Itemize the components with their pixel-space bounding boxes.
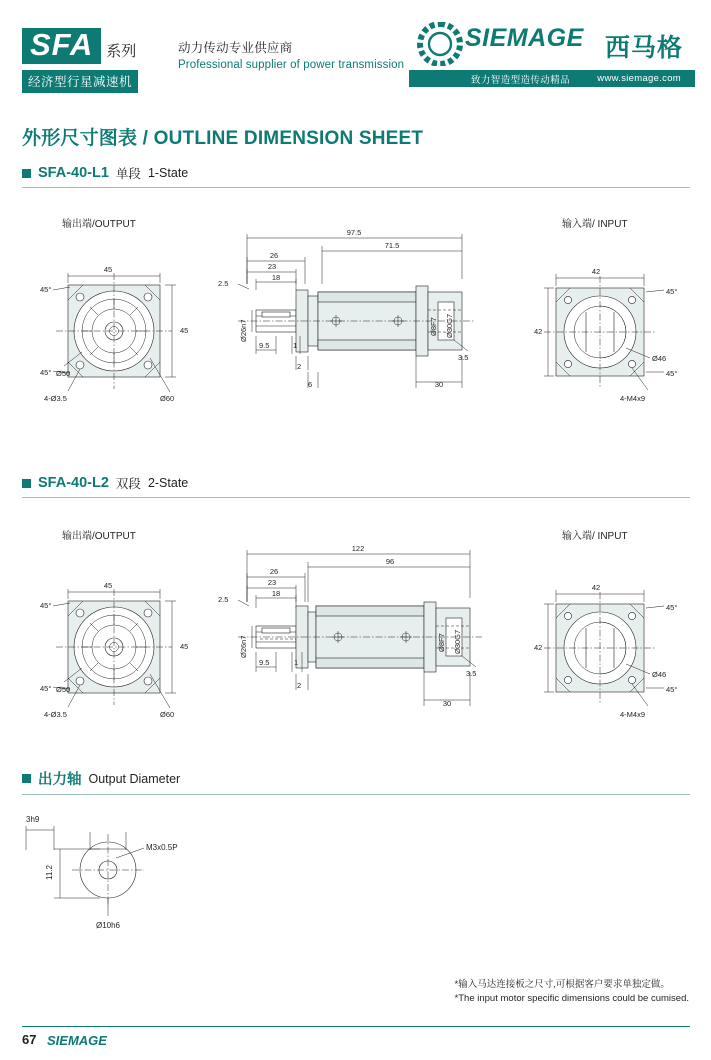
dim-l2-rear-bolt: 4-M4x9 <box>620 710 646 719</box>
dim-l1-rear-height: 42 <box>534 327 543 336</box>
dim-l1-rear-bolt: 4-M4x9 <box>620 394 646 403</box>
website-url[interactable]: www.siemage.com <box>597 73 681 84</box>
footnote-en: *The input motor specific dimensions could be cumised. <box>454 993 689 1005</box>
dim-l1-front-width: 45 <box>103 265 113 274</box>
drawing-l2-output-flange <box>20 556 230 741</box>
section-sfa-40-l1 <box>22 164 690 188</box>
page-footer <box>0 1026 711 1060</box>
dim-l2-rear-angle-br: 45° <box>666 685 678 694</box>
drawing-l1-side-view <box>212 224 502 424</box>
drawing-output-shaft-detail <box>20 808 250 938</box>
gear-icon <box>417 22 463 66</box>
dim-l2-side-d: 23 <box>267 578 277 587</box>
section-en-3: Output Diameter <box>88 771 181 786</box>
drawing-l1-input-flange <box>498 240 703 425</box>
bullet-square-icon <box>22 169 31 178</box>
page-title: 外形尺寸图表 / OUTLINE DIMENSION SHEET <box>22 128 424 149</box>
dim-l1-side-g: 9.5 <box>259 341 270 350</box>
dim-shaft-thread: M3x0.5P <box>146 843 178 852</box>
dim-l2-side-bore1: Ø8F7 <box>437 633 446 652</box>
bullet-square-icon-2 <box>22 479 31 488</box>
drawing-l1-output-flange <box>20 240 230 425</box>
footnote-block <box>455 978 689 1007</box>
brand-series-label: 系列 <box>106 42 137 60</box>
bullet-square-icon-3 <box>22 774 31 783</box>
dim-l1-side-shaft: Ø26n7 <box>239 319 248 342</box>
dim-l1-side-h: 1 <box>293 341 298 350</box>
dim-l1-front-bolt: 4-Ø3.5 <box>44 394 67 403</box>
dim-l2-front-pcd: Ø50 <box>56 685 71 694</box>
brand-block <box>22 28 162 93</box>
section-cn: 单段 <box>115 167 141 181</box>
dim-l2-rear-angle-tr: 45° <box>666 603 678 612</box>
footnote-cn: *输入马达连接板之尺寸,可根据客户要求单独定做。 <box>454 979 670 990</box>
dim-l1-rear-width: 42 <box>591 267 601 276</box>
dim-l1-side-f: 2.5 <box>218 279 229 288</box>
caption-input-l2: 输入端/ INPUT <box>562 531 628 542</box>
dim-l1-side-i: 2 <box>297 362 302 371</box>
caption-output-l1: 输出端/OUTPUT <box>62 219 136 230</box>
caption-input-l1: 输入端/ INPUT <box>562 219 628 230</box>
page-header <box>0 0 711 108</box>
section-en-2: 2-State <box>147 476 189 490</box>
dim-l2-front-bolt: 4-Ø3.5 <box>44 710 67 719</box>
dim-l1-rear-angle-tr: 45° <box>666 287 678 296</box>
dim-l2-rear-width: 42 <box>591 583 601 592</box>
dim-shaft-dia: Ø10h6 <box>95 921 121 930</box>
dim-l1-front-pcd: Ø50 <box>56 369 71 378</box>
dim-l2-rear-bore: Ø46 <box>652 670 667 679</box>
dim-l2-rear-height: 42 <box>534 643 543 652</box>
dim-l1-front-angle-bl: 45° <box>40 368 52 377</box>
drawing-l2-side-view <box>212 540 502 740</box>
logo-block <box>409 24 695 90</box>
dim-l2-front-width: 45 <box>103 581 113 590</box>
dim-l1-side-c: 26 <box>269 251 279 260</box>
dim-l1-front-od: Ø60 <box>160 394 175 403</box>
dim-l2-side-shaft: Ø26n7 <box>239 635 248 658</box>
dim-l2-side-i: 2 <box>297 681 302 690</box>
section-rule-3 <box>22 794 690 795</box>
section-code-3: 出力轴 <box>38 772 82 788</box>
slogan-cn: 致力智造型造传动精品 <box>471 74 571 86</box>
section-rule-2 <box>22 497 690 498</box>
dim-l2-side-b: 96 <box>385 557 395 566</box>
dim-l2-side-h: 1 <box>294 658 299 667</box>
dim-l2-front-height: 45 <box>180 642 189 651</box>
dim-l1-side-d: 23 <box>267 262 277 271</box>
section-code: SFA-40-L1 <box>38 165 109 181</box>
section-code-2: SFA-40-L2 <box>38 475 109 491</box>
brand-code: SFA <box>22 28 101 64</box>
dim-shaft-key: 3h9 <box>26 815 40 824</box>
dim-l1-side-b: 71.5 <box>384 241 400 250</box>
page-number: 67 <box>22 1032 37 1047</box>
dim-l1-side-total: 97.5 <box>346 228 362 237</box>
footer-rule <box>22 1026 690 1027</box>
dim-l2-side-f: 2.5 <box>218 595 229 604</box>
tagline-block <box>178 38 404 71</box>
dim-l2-side-g: 9.5 <box>259 658 270 667</box>
dim-l1-rear-angle-br: 45° <box>666 369 678 378</box>
dim-l2-side-bore2: Ø30G7 <box>453 629 462 654</box>
dim-l2-side-k: 30 <box>442 699 452 708</box>
dim-l1-side-k: 30 <box>434 380 444 389</box>
dim-l1-side-bore1: Ø8F7 <box>429 317 438 336</box>
section-en: 1-State <box>147 166 189 180</box>
drawing-l2-input-flange <box>498 556 703 741</box>
dim-l2-front-angle-tl: 45° <box>40 601 52 610</box>
dim-l1-front-height: 45 <box>180 326 189 335</box>
dim-l2-front-angle-bl: 45° <box>40 684 52 693</box>
logo-wordmark-cn: 西马格 <box>605 34 684 62</box>
dim-l2-side-c: 26 <box>269 567 279 576</box>
dim-l1-side-l: 3.5 <box>458 353 469 362</box>
dim-l2-side-e: 18 <box>271 589 281 598</box>
dim-l1-side-e: 18 <box>271 273 281 282</box>
dim-l2-side-total: 122 <box>351 544 365 553</box>
tagline-cn: 动力传动专业供应商 <box>178 41 293 55</box>
caption-output-l2: 输出端/OUTPUT <box>62 531 136 542</box>
section-rule <box>22 187 690 188</box>
logo-wordmark: SIEMAGE <box>465 24 584 52</box>
dim-l2-side-l: 3.5 <box>466 669 477 678</box>
tagline-en: Professional supplier of power transmission <box>178 59 405 71</box>
section-output-diameter <box>22 768 690 795</box>
dim-l1-side-bore2: Ø30G7 <box>445 313 454 338</box>
footer-logo: SIEMAGE <box>47 1033 107 1048</box>
section-cn-2: 双段 <box>115 477 141 491</box>
dim-l1-front-angle-tl: 45° <box>40 285 52 294</box>
slogan-bar <box>409 70 695 87</box>
dim-l1-side-j: 6 <box>308 380 313 389</box>
section-sfa-40-l2 <box>22 474 690 498</box>
brand-subtitle: 经济型行星减速机 <box>22 70 138 93</box>
dim-l1-rear-bore: Ø46 <box>652 354 667 363</box>
dim-l2-front-od: Ø60 <box>160 710 175 719</box>
dim-shaft-height: 11.2 <box>45 865 54 880</box>
